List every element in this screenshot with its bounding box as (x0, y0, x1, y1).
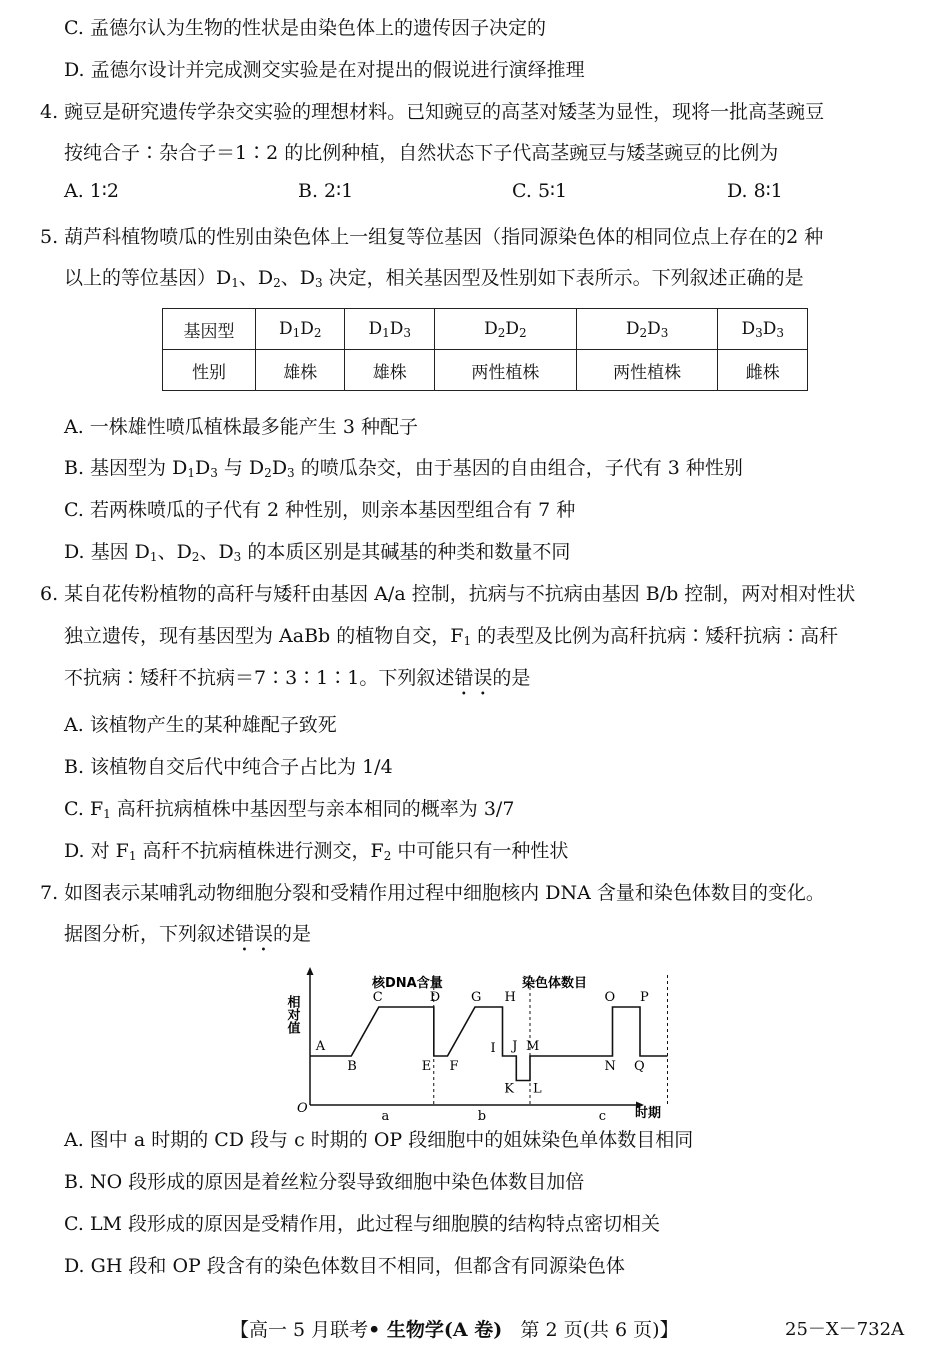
genotype-cell: $D_3D_3$ (718, 309, 808, 350)
point-label: J (512, 1039, 518, 1054)
q4-stem-line1: 4. 豌豆是研究遗传学杂交实验的理想材料。已知豌豆的高茎对矮茎为显性，现将一批高茎豌豆 (40, 101, 825, 123)
origin-label: O (297, 1101, 308, 1116)
point-label: C (372, 990, 383, 1005)
sex-cell: 两性植株 (576, 350, 718, 391)
q6-stem-line3: 不抗病∶矮秆不抗病＝7∶3∶1∶1。下列叙述错误的是 (64, 667, 531, 689)
q5-option-c: C. 若两株喷瓜的子代有 2 种性别，则亲本基因型组合有 7 种 (64, 499, 576, 521)
point-label: H (504, 990, 516, 1005)
q4-option-b: B. 2∶1 (298, 180, 354, 202)
dna-chromosome-chart (280, 965, 670, 1125)
point-label: B (347, 1059, 357, 1074)
row-header-sex: 性别 (163, 350, 256, 391)
table-row (163, 309, 808, 350)
genotype-cell: $D_2D_2$ (434, 309, 576, 350)
q6-stem-line2: 独立遗传，现有基因型为 AaBb 的植物自交，$F_1$ 的表型及比例为高秆抗病∶矮秆抗病∶高秆 (64, 625, 839, 648)
exam-code: 25－X－732A (785, 1319, 905, 1340)
q7-option-a: A. 图中 a 时期的 CD 段与 c 时期的 OP 段细胞中的姐妹染色单体数目相同 (64, 1129, 694, 1151)
period-label: b (477, 1109, 487, 1124)
q3-option-d: D. 孟德尔设计并完成测交实验是在对提出的假说进行演绎推理 (64, 59, 585, 81)
sex-cell: 雄株 (256, 350, 345, 391)
row-header-genotype: 基因型 (163, 309, 256, 350)
q7-option-d: D. GH 段和 OP 段含有的染色体数目不相同，但都含有同源染色体 (64, 1255, 625, 1277)
q5-option-b: B. 基因型为 $D_1D_3$ 与 $D_2D_3$ 的喷瓜杂交，由于基因的自由组合，子代有 3 种性别 (64, 457, 743, 480)
title-dna: 核DNA含量 (372, 976, 443, 991)
q4-stem-line2: 按纯合子∶杂合子＝1∶2 的比例种植，自然状态下子代高茎豌豆与矮茎豌豆的比例为 (64, 142, 779, 164)
page-footer: 【高一 5 月联考• 生物学(A 卷) 第 2 页(共 6 页)】 (230, 1319, 679, 1341)
point-label: D (429, 990, 441, 1005)
point-label: O (604, 990, 616, 1005)
sex-cell: 雄株 (345, 350, 434, 391)
q7-stem-line2: 据图分析，下列叙述错误的是 (64, 923, 312, 945)
genotype-cell: $D_1D_2$ (256, 309, 345, 350)
q7-option-b: B. NO 段形成的原因是着丝粒分裂导致细胞中染色体数目加倍 (64, 1171, 585, 1193)
genotype-sex-table (162, 308, 808, 391)
q4-option-c: C. 5∶1 (512, 180, 568, 202)
point-label: N (604, 1059, 616, 1074)
emphasis-wrong: 错误 (235, 923, 274, 945)
point-label: I (490, 1041, 496, 1056)
q5-option-a: A. 一株雄性喷瓜植株最多能产生 3 种配子 (64, 416, 418, 438)
title-chromosome: 染色体数目 (522, 976, 588, 991)
point-label: A (315, 1039, 326, 1054)
q4-options (64, 180, 864, 206)
point-label: L (533, 1081, 542, 1097)
period-label: a (381, 1109, 390, 1124)
point-label: F (449, 1059, 459, 1074)
point-label: E (421, 1059, 432, 1074)
q5-stem-line1: 5. 葫芦科植物喷瓜的性别由染色体上一组复等位基因（指同源染色体的相同位点上存在的2 种 (40, 226, 824, 248)
sex-cell: 两性植株 (434, 350, 576, 391)
genotype-cell: $D_1D_3$ (345, 309, 434, 350)
q5-option-d: D. 基因 $D_1$、$D_2$、$D_3$ 的本质区别是其碱基的种类和数量不同 (64, 541, 571, 564)
point-label: Q (634, 1059, 645, 1074)
x-axis-label: 时期 (635, 1106, 662, 1121)
q3-option-c: C. 孟德尔认为生物的性状是由染色体上的遗传因子决定的 (64, 17, 546, 39)
q6-stem-line1: 6. 某自花传粉植物的高秆与矮秆由基因 A/a 控制，抗病与不抗病由基因 B/b 控制，两对相对性状 (40, 583, 856, 605)
q7-option-c: C. LM 段形成的原因是受精作用，此过程与细胞膜的结构特点密切相关 (64, 1213, 661, 1235)
genotype-cell: $D_2D_3$ (576, 309, 718, 350)
q5-stem-line2: 以上的等位基因）$D_1$、$D_2$、$D_3$ 决定，相关基因型及性别如下表所示。下列叙述正确的是 (64, 267, 804, 290)
q4-option-a: A. 1∶2 (64, 180, 119, 202)
q6-option-a: A. 该植物产生的某种雄配子致死 (64, 714, 337, 736)
q4-option-d: D. 8∶1 (727, 180, 783, 202)
y-axis-label: 相对值 (284, 995, 300, 1034)
emphasis-wrong: 错误 (454, 667, 493, 689)
period-label: c (598, 1109, 607, 1124)
table-row (163, 350, 808, 391)
q6-option-b: B. 该植物自交后代中纯合子占比为 1/4 (64, 756, 393, 778)
q6-option-c: C. $F_1$ 高秆抗病植株中基因型与亲本相同的概率为 3/7 (64, 798, 515, 821)
point-label: M (526, 1039, 540, 1054)
q7-stem-line1: 7. 如图表示某哺乳动物细胞分裂和受精作用过程中细胞核内 DNA 含量和染色体数目的变化。 (40, 882, 825, 904)
q6-option-d: D. 对 $F_1$ 高秆不抗病植株进行测交，$F_2$ 中可能只有一种性状 (64, 840, 569, 863)
point-label: G (471, 990, 482, 1005)
sex-cell: 雌株 (718, 350, 808, 391)
point-label: P (640, 990, 649, 1005)
point-label: K (504, 1081, 514, 1097)
